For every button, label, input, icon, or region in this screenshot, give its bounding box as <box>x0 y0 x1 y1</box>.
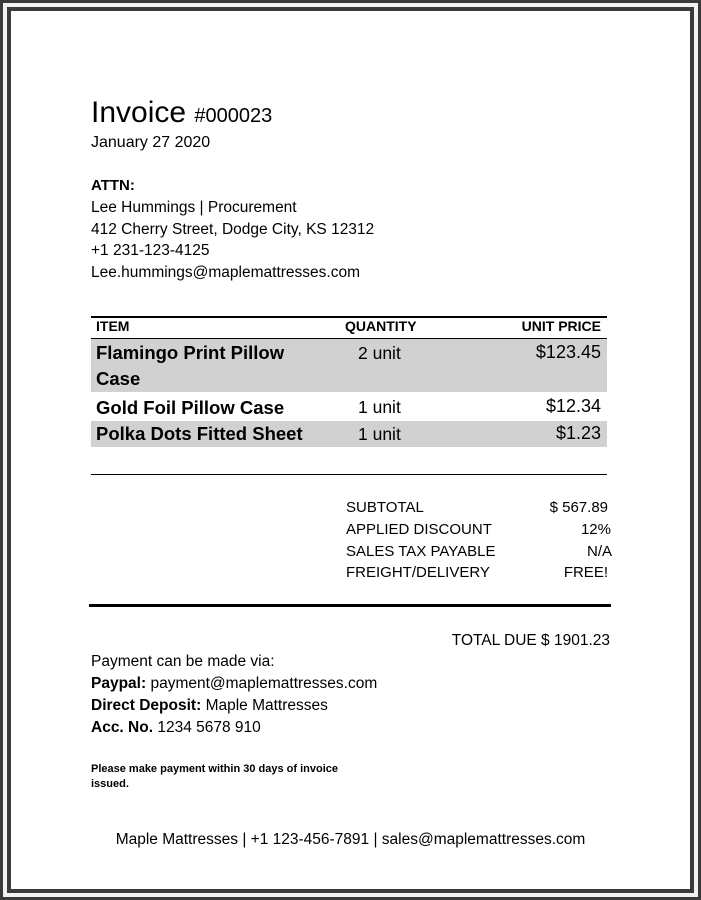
discount-label: APPLIED DISCOUNT <box>346 521 492 538</box>
table-row-item: Flamingo Print Pillow Case <box>96 342 285 389</box>
discount-value: 12% <box>580 521 611 538</box>
payment-note: Please make payment within 30 days of invoice issued. <box>91 763 338 790</box>
payment-account-number <box>91 719 261 737</box>
table-row-quantity: 2 unit <box>358 343 401 363</box>
table-row-quantity: 1 unit <box>358 424 401 444</box>
paypal-value: payment@maplemattresses.com <box>150 675 378 692</box>
invoice-date: January 27 2020 <box>91 134 211 151</box>
payment-intro: Payment can be made via: <box>91 653 275 670</box>
sales-tax-label: SALES TAX PAYABLE <box>346 543 496 560</box>
freight-label: FREIGHT/DELIVERY <box>346 564 490 581</box>
sales-tax-value: N/A <box>586 543 612 560</box>
attn-name: Lee Hummings | Procurement <box>91 199 297 216</box>
invoice-title <box>91 95 272 134</box>
invoice-word: Invoice <box>91 96 187 129</box>
summary-rule <box>89 604 611 607</box>
paypal-label: Paypal: <box>91 675 147 692</box>
acc-label: Acc. No. <box>91 719 154 736</box>
freight-value: FREE! <box>563 564 608 581</box>
subtotal-label: SUBTOTAL <box>346 499 424 516</box>
acc-value: 1234 5678 910 <box>157 719 261 736</box>
deposit-label: Direct Deposit: <box>91 697 202 714</box>
table-row-item: Gold Foil Pillow Case <box>96 397 285 418</box>
attn-label: ATTN: <box>91 177 135 194</box>
invoice-page <box>11 11 690 889</box>
subtotal-value: $ 567.89 <box>549 499 608 516</box>
table-row-quantity: 1 unit <box>358 397 401 417</box>
attn-email: Lee.hummings@maplemattresses.com <box>91 264 361 281</box>
payment-paypal <box>91 675 377 693</box>
footer-contact: Maple Mattresses | +1 123-456-7891 | sales@maplemattresses.com <box>115 831 586 848</box>
column-header-item: ITEM <box>96 318 130 334</box>
column-header-quantity: QUANTITY <box>345 318 417 334</box>
table-row-price: $123.45 <box>535 342 601 362</box>
table-bottom-rule <box>91 474 607 475</box>
column-header-unit-price: UNIT PRICE <box>521 318 601 334</box>
attn-address: 412 Cherry Street, Dodge City, KS 12312 <box>91 221 375 238</box>
table-row-price: $1.23 <box>555 423 601 443</box>
invoice-number: #000023 <box>194 105 273 127</box>
table-row-item: Polka Dots Fitted Sheet <box>96 423 303 444</box>
payment-direct-deposit <box>91 697 328 715</box>
attn-phone: +1 231-123-4125 <box>91 242 210 259</box>
total-due: TOTAL DUE $ 1901.23 <box>451 632 610 649</box>
table-row-price: $12.34 <box>545 396 601 416</box>
deposit-value: Maple Mattresses <box>205 697 328 714</box>
